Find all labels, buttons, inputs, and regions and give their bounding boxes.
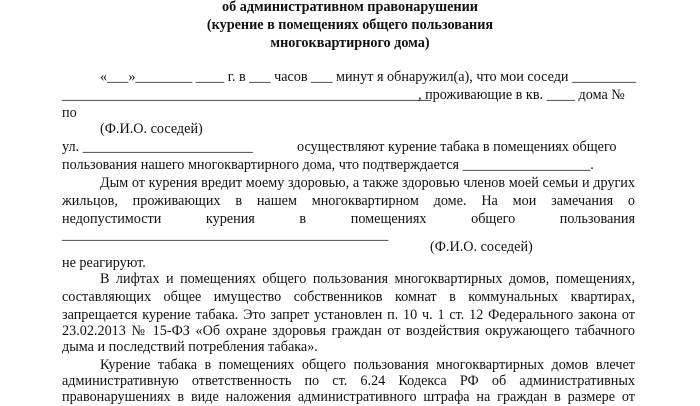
paragraph-law-line-4: 23.02.2013 № 15-ФЗ «Об охране здоровья граждан от воздействия окружающего табачного: [62, 323, 635, 339]
header-title-line-1: об административном правонарушении: [222, 0, 478, 15]
paragraph-smoke-line-2: жильцов, проживающих в нашем многоквартирном доме. На мои замечания о: [62, 193, 635, 209]
statement-line-apartment: , проживающие в кв. ____ дома №: [418, 87, 625, 103]
caption-neighbors-name-1: (Ф.И.О. соседей): [100, 121, 203, 137]
paragraph-liability-line-1: Курение табака в помещениях общего пользования многоквартирных домов влечет: [100, 357, 635, 373]
paragraph-law-line-1: В лифтах и помещениях общего пользования многоквартирных домов, помещениях,: [100, 271, 635, 287]
paragraph-law-line-5: дыма и последствий потребления табака».: [62, 339, 318, 355]
paragraph-smoke-line-3: недопустимости курения в помещениях общего пользования: [62, 211, 635, 227]
statement-line-date: «___»________ ____ г. в ___ часов ___ минут я обнаружил(а), что мои соседи _________: [100, 69, 636, 85]
statement-line-neighbors-blank: ____________________________________________________: [62, 87, 431, 103]
caption-neighbors-name-2: (Ф.И.О. соседей): [430, 239, 533, 255]
header-title-line-2: (курение в помещениях общего пользования: [206, 17, 494, 33]
paragraph-smoke-line-1: Дым от курения вредит моему здоровью, а также здоровью членов моей семьи и других: [100, 175, 635, 191]
statement-line-confirmed: пользования нашего многоквартирного дома, что подтверждается __________________.: [62, 157, 594, 173]
header-title-line-3: многоквартирного дома): [270, 35, 430, 51]
statement-line-street: ул. ________________________: [62, 139, 253, 155]
statement-line-po: по: [62, 105, 77, 121]
paragraph-law-line-3: запрещается курение табака. Это запрет установлен п. 10 ч. 1 ст. 12 Федерального закона от: [62, 307, 635, 323]
statement-line-no-reaction: не реагируют.: [62, 255, 146, 271]
neighbors-name-blank: ______________________________________________: [62, 227, 389, 243]
paragraph-liability-line-2: административную ответственность по ст. 6.24 Кодекса РФ об административных: [62, 373, 635, 389]
paragraph-liability-line-3: правонарушениях в виде наложения административного штрафа на граждан в размере от: [62, 389, 635, 405]
statement-line-smoking: осуществляют курение табака в помещениях общего: [297, 139, 617, 155]
paragraph-law-line-2: составляющих общее имущество собственников комнат в коммунальных квартирах,: [62, 289, 635, 305]
